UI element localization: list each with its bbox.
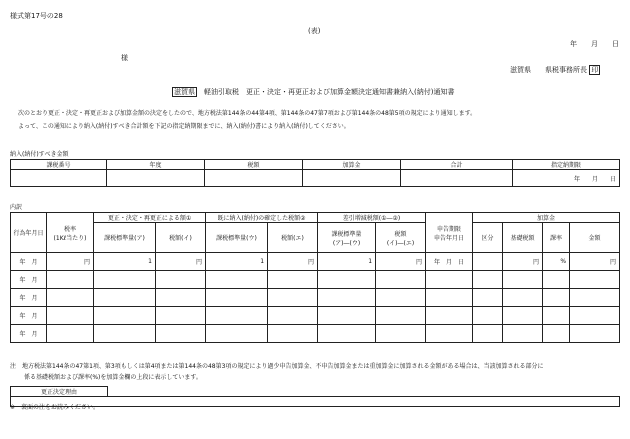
issuer	[510, 66, 600, 75]
row-base-u: 1	[206, 253, 268, 271]
header-group-confirmed: 既に納入(納付)の確定した税額②	[206, 213, 318, 223]
breakdown-section-label: 内訳	[10, 204, 23, 211]
table-row	[11, 253, 620, 271]
header-diff-base-main: 課税標準量	[331, 230, 362, 238]
header-filing-deadline: 申告期限	[437, 225, 462, 233]
header-diff-tax-sub: (イ)―(エ)	[386, 239, 415, 247]
header-group-additional: 加算金	[473, 213, 620, 223]
header-tax-number: 課税番号	[11, 160, 107, 170]
header-fiscal-year: 年度	[107, 160, 205, 170]
reason-label: 更正決定理由	[11, 387, 108, 397]
row-tax-e: 円	[268, 253, 318, 271]
payment-section-label: 納入(納付)すべき金額	[10, 151, 69, 158]
breakdown-table	[10, 212, 620, 343]
form-number: 様式第17号の28	[10, 12, 63, 20]
header-base-a: 課税標準量(ア)	[94, 223, 156, 253]
issue-date: 年 月 日	[570, 40, 619, 48]
title-text: 軽油引取税 更正・決定・再更正および加算金額決定通知書兼納入(納付)通知書	[204, 88, 455, 96]
issuer-office: 県税事務所長	[545, 66, 587, 74]
row-tax-i: 円	[156, 253, 206, 271]
header-filing	[426, 213, 473, 253]
reason-body	[11, 397, 620, 407]
table-row	[11, 271, 620, 289]
table-row	[11, 307, 620, 325]
title-tag: 滋賀県	[174, 88, 195, 96]
header-deadline: 指定納期限	[513, 160, 620, 170]
body-line-2: よって、この通知により納入(納付)すべき合計額を下記の指定納期限までに、納入(納付)書により納入(納付)してください。	[18, 123, 350, 130]
table-row	[11, 325, 620, 343]
issuer-prefecture: 滋賀県	[510, 66, 531, 74]
row-period: 年 月	[11, 253, 47, 271]
header-rate-pct: 課率	[543, 223, 570, 253]
header-tax-amount: 税額	[205, 160, 303, 170]
header-filing-date: 申告年月日	[434, 234, 465, 242]
header-rate-sub: (1Kℓ当たり)	[53, 234, 87, 242]
row-rate: 円	[47, 253, 94, 271]
row-base-tax: 円	[503, 253, 543, 271]
fiscal-year-cell	[107, 170, 205, 187]
row-filing: 年 月 日	[426, 253, 473, 271]
row-period: 年 月	[11, 289, 47, 307]
row-period: 年 月	[11, 271, 47, 289]
header-period: 行為年月日	[11, 213, 47, 253]
row-rate-pct: %	[543, 253, 570, 271]
header-group-revised: 更正・決定・再更正による額①	[94, 213, 206, 223]
footer-note: ※ 裏面の注をお読みください。	[10, 404, 100, 411]
tax-amount-cell	[205, 170, 303, 187]
row-diff-tax: 円	[376, 253, 426, 271]
header-diff-base	[318, 223, 376, 253]
header-diff-tax	[376, 223, 426, 253]
header-diff-base-sub: (ア)―(ウ)	[332, 239, 361, 247]
header-base-u: 課税標準量(ウ)	[206, 223, 268, 253]
additional-charge-cell	[303, 170, 401, 187]
header-amount: 金額	[570, 223, 620, 253]
recipient-suffix: 様	[121, 54, 128, 62]
body-line-1: 次のとおり更正・決定・再更正および加算金額の決定をしたので、地方税法第144条の44第4項、第144条の47第7項および第144条の48第5項の規定により通知します。	[18, 110, 477, 117]
tax-number-cell	[11, 170, 107, 187]
header-rate-main: 税率	[63, 225, 76, 233]
deadline-cell: 年 月 日	[513, 170, 620, 187]
payment-table	[10, 159, 620, 187]
reason-value	[108, 387, 620, 397]
row-period: 年 月	[11, 325, 47, 343]
row-amount: 円	[570, 253, 620, 271]
header-group-difference: 差引増減税額(①―②)	[318, 213, 426, 223]
header-class: 区分	[473, 223, 503, 253]
total-cell	[401, 170, 513, 187]
note-line-1: 注 地方税法第144条の47第1項、第3項もしくは第4項または第144条の48第3項の規定により過少申告加算金、不申告加算金または重加算金に加算される金額がある場合は、当該加算される部分に	[10, 363, 544, 370]
header-diff-tax-main: 税額	[394, 230, 407, 238]
header-base-tax: 基礎税額	[503, 223, 543, 253]
row-base-a: 1	[94, 253, 156, 271]
header-additional-charge: 加算金	[303, 160, 401, 170]
row-diff-base: 1	[318, 253, 376, 271]
reason-table	[10, 386, 620, 407]
seal-mark: 印	[591, 66, 599, 74]
header-tax-e: 税額(エ)	[268, 223, 318, 253]
header-rate	[47, 213, 94, 253]
table-row	[11, 289, 620, 307]
header-tax-i: 税額(イ)	[156, 223, 206, 253]
header-total: 合計	[401, 160, 513, 170]
note-line-2: 係る基礎税額および課率(%)を加算金欄の上段に表示しています。	[24, 374, 202, 381]
row-period: 年 月	[11, 307, 47, 325]
sheet-label: (表)	[308, 27, 321, 35]
row-class	[473, 253, 503, 271]
document-title	[172, 88, 454, 97]
